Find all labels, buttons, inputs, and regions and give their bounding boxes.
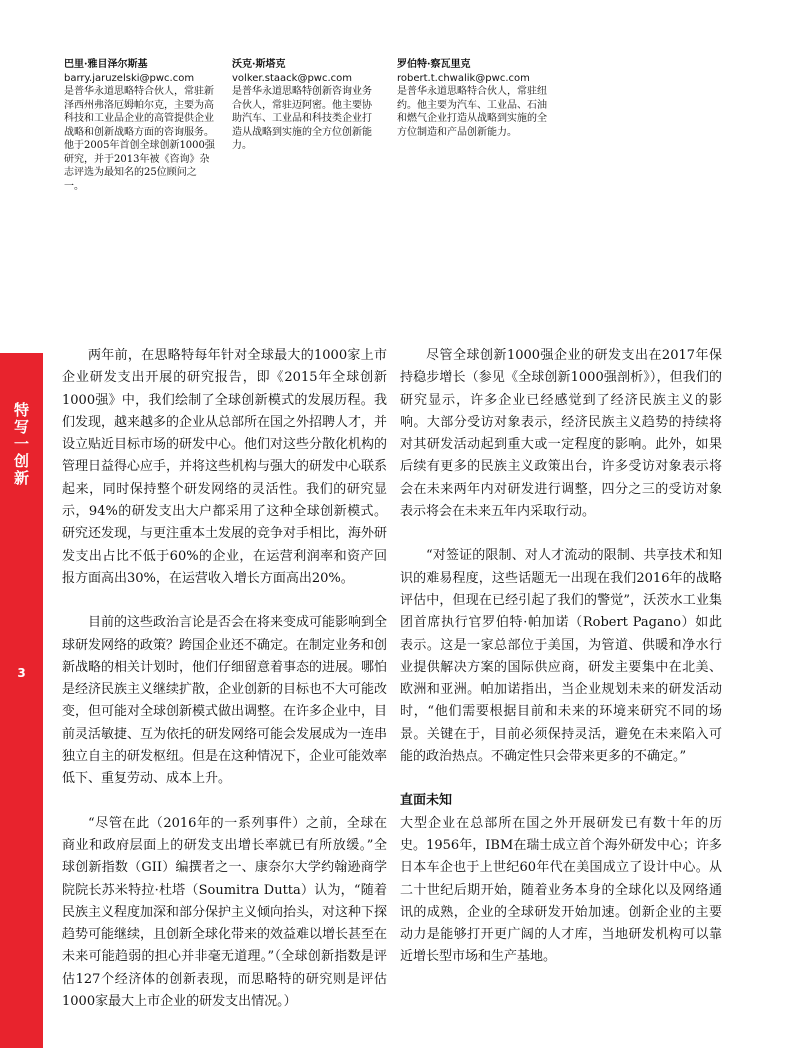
- body-paragraph: 目前的这些政治言论是否会在将来变成可能影响到全球研发网络的政策？跨国企业还不确定。在制定业务和创新战略的相关计划时，他们仔细留意着事态的进展。哪怕是经济民族主义继续扩散，企业创新的目标也不大可能改变，但可能对全球创新模式做出调整。在许多企业中，目前灵活敏捷、互为依托的研发网络可能会发展成为一连串独立自主的研发枢纽。但是在这种情况下，企业可能效率低下、重复劳动、成本上升。: [62, 615, 388, 787]
- body-paragraph: 尽管全球创新1000强企业的研发支出在2017年保持稳步增长（参见《全球创新1000强剖析》），但我们的研究显示，许多企业已经感觉到了经济民族主义的影响。大部分受访对象表示，经济民族主义趋势的持续将对其研发活动起到重大或一定程度的影响。此外，如果后续有更多的民族主义政策出台，许多受访对象表示将会在未来两年内对研发进行调整，四分之三的受访对象表示将会在未来五年内采取行动。: [400, 348, 722, 520]
- author-email[interactable]: volker.staack@pwc.com: [232, 72, 353, 84]
- author-bio: 是普华永道思略特创新咨询业务合伙人，常驻迈阿密。他主要协助汽车、工业品和科技类企业打造从战略到实施的全方位创新能力。: [232, 86, 372, 151]
- body-paragraph: “对签证的限制、对人才流动的限制、共享技术和知识的难易程度，这些话题无一出现在我们2016年的战略评估中，但现在已经引起了我们的警觉”，沃茨水工业集团首席执行官罗伯特·帕加诺（Robert Pagano）如此表示。这是一家总部位于美国，为管道、供暖和净水行业提供解决方案的国际供应商，研发主要集中在北美、欧洲和亚洲。帕加诺指出，当企业规划未来的研发活动时，“他们需要根据目前和未来的环境来研究不同的场景。关键在于，目前必须保持灵活，避免在未来陷入可能的政治热点。不确定性只会带来更多的不确定。”: [400, 548, 722, 765]
- author-email[interactable]: robert.t.chwalik@pwc.com: [397, 72, 530, 84]
- article-column-left: [62, 345, 387, 1035]
- section-label-char: 创: [13, 452, 29, 470]
- page-number: 3: [17, 666, 26, 680]
- author-card-chwalik: [397, 58, 549, 139]
- author-name: 沃克·斯塔克: [232, 59, 286, 70]
- author-name: 巴里·雅目泽尔斯基: [64, 59, 148, 70]
- author-bio: 是普华永道思略特合伙人，常驻新泽西州弗洛厄姆帕尔克，主要为高科技和工业品企业的高管提供企业战略和创新战略方面的咨询服务。他于2005年首创全球创新1000强研究，并于2013年被《咨询》杂志评选为最知名的25位顾问之一。: [64, 86, 215, 192]
- author-name: 罗伯特·察瓦里克: [397, 59, 471, 70]
- body-paragraph: 大型企业在总部所在国之外开展研发已有数十年的历史。1956年，IBM在瑞士成立首个海外研发中心；许多日本车企也于上世纪60年代在美国成立了设计中心。从二十世纪后期开始，随着业务本身的全球化以及网络通讯的成熟，企业的全球研发开始加速。创新企业的主要动力是能够打开更广阔的人才库，当地研发机构可以靠近增长型市场和生产基地。: [400, 815, 722, 965]
- author-bio: 是普华永道思略特合伙人，常驻纽约。他主要为汽车、工业品、石油和燃气企业打造从战略到实施的全方位制造和产品创新能力。: [397, 86, 547, 138]
- body-paragraph: “尽管在此（2016年的一系列事件）之前，全球在商业和政府层面上的研发支出增长率就已有所放缓。”全球创新指数（GII）编撰者之一、康奈尔大学约翰逊商学院院长苏米特拉·杜塔（Soumitra Dutta）认为，“随着民族主义程度加深和部分保护主义倾向抬头，对这种下探趋势可能继续，且创新全球化带来的效益难以增长甚至在未来可能趋弱的担心并非毫无道理。”（全球创新指数是评估127个经济体的创新表现，而思略特的研究则是评估1000家最大上市企业的研发支出情况。）: [62, 815, 388, 1010]
- section-heading: 直面未知: [400, 793, 453, 809]
- section-label-char: 写: [13, 418, 29, 436]
- author-card-staack: [232, 58, 380, 153]
- author-email[interactable]: barry.jaruzelski@pwc.com: [64, 72, 195, 84]
- section-label-char: 特: [13, 401, 29, 419]
- section-label-char: 新: [13, 469, 29, 487]
- author-card-jaruzelski: [64, 58, 216, 193]
- article-column-right: [400, 345, 722, 991]
- section-label: [0, 402, 43, 487]
- section-label-char: 一: [13, 435, 29, 453]
- body-paragraph: 两年前，在思略特每年针对全球最大的1000家上市企业研发支出开展的研究报告，即《2015年全球创新1000强》中，我们绘制了全球创新模式的发展历程。我们发现，越来越多的企业从总部所在国之外招聘人才，并设立贴近目标市场的研发中心。他们对这些分散化机构的管理日益得心应手，并将这些机构与强大的研发中心联系起来，同时保持整个研发网络的灵活性。我们的研究显示，94%的研发支出大户都采用了这种全球创新模式。研究还发现，与更注重本土发展的竞争对手相比，海外研发支出占比不低于60%的企业，在运营利润率和资产回报方面高出30%，在运营收入增长方面高出20%。: [62, 348, 388, 586]
